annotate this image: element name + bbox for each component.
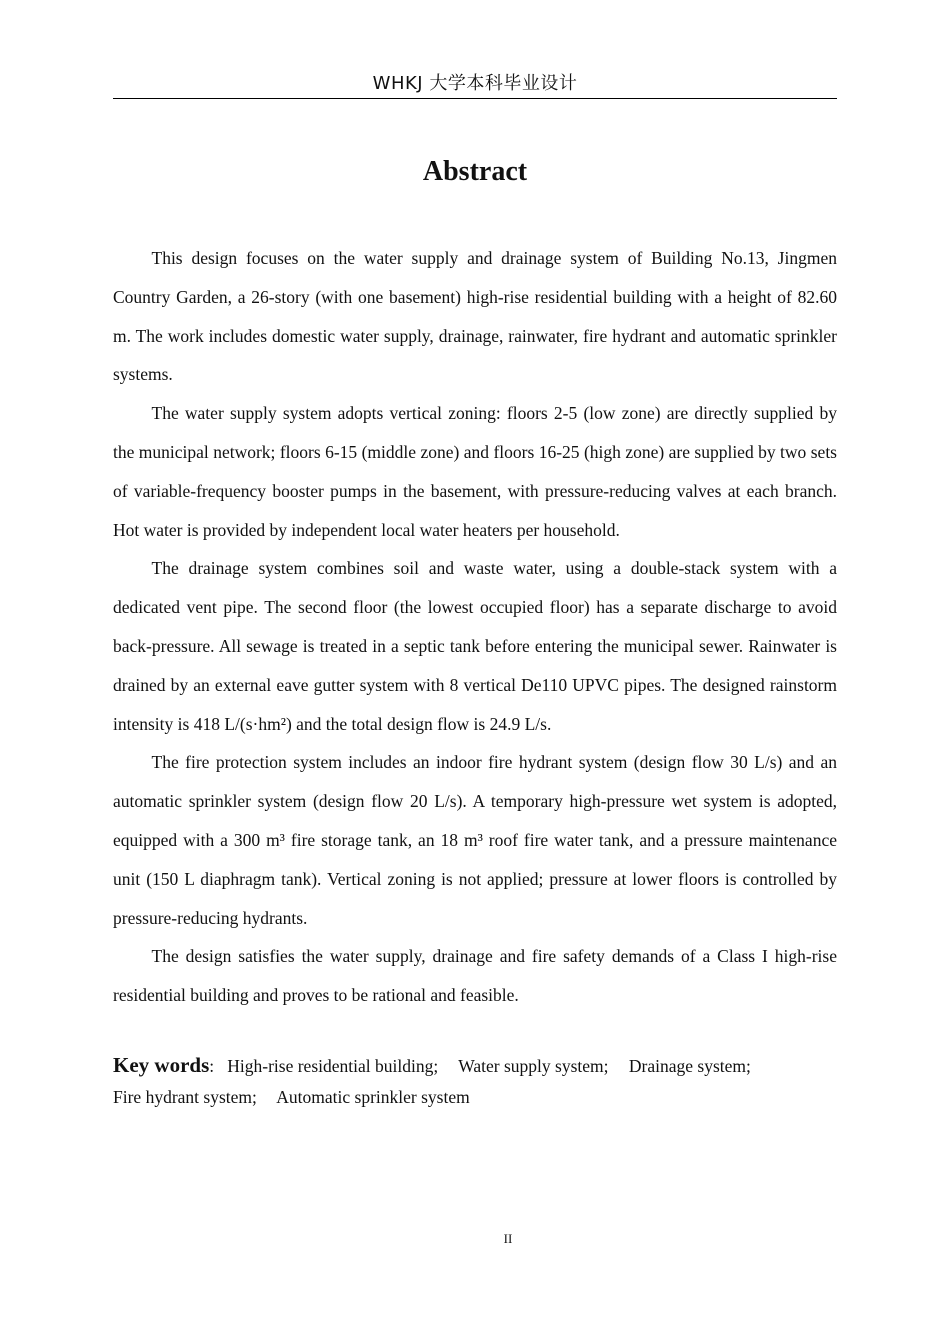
- header-rule: [113, 98, 837, 99]
- keyword-item: Fire hydrant system;: [113, 1087, 257, 1107]
- page-header: [113, 70, 837, 98]
- keyword-item: Drainage system;: [628, 1056, 751, 1076]
- abstract-paragraph-3: The drainage system combines soil and waste water, using a double-stack system with a dedicated vent pipe. The second floor (the lowest occupied floor) has a separate discharge to avoid back-pressure. All sewage is treated in a septic tank before entering the municipal sewer. Rainwater is drained by an external eave gutter system with 8 vertical De110 UPVC pipes. The designed rainstorm intensity is 418 L/(s·hm²) and the total design flow is 24.9 L/s.: [113, 558, 837, 734]
- page-title: Abstract: [422, 156, 528, 187]
- keywords-section: [113, 1050, 837, 1113]
- abstract-paragraph-2: The water supply system adopts vertical zoning: floors 2-5 (low zone) are directly supplied by the municipal network; floors 6-15 (middle zone) and floors 16-25 (high zone) are supplied by two sets of variable-frequency booster pumps in the basement, with pressure-reducing valves at each branch. Hot water is provided by independent local water heaters per household.: [113, 403, 837, 540]
- keywords-colon: :: [209, 1056, 215, 1076]
- abstract-body: [113, 239, 837, 1015]
- keyword-item: High-rise residential building;: [227, 1056, 439, 1076]
- keywords-label: Key words: [113, 1053, 210, 1077]
- abstract-paragraph-1: This design focuses on the water supply and drainage system of Building No.13, Jingmen Country Garden, a 26-story (with one basement) high-rise residential building with a height of 82.60 m. The work includes domestic water supply, drainage, rainwater, fire hydrant and automatic sprinkler systems.: [113, 248, 837, 385]
- keyword-item: Water supply system;: [458, 1056, 609, 1076]
- keyword-item: Automatic sprinkler system: [276, 1087, 470, 1107]
- abstract-paragraph-4: The fire protection system includes an indoor fire hydrant system (design flow 30 L/s) and an automatic sprinkler system (design flow 20 L/s). A temporary high-pressure wet system is adopted, equipped with a 300 m³ fire storage tank, an 18 m³ roof fire water tank, and a pressure maintenance unit (150 L diaphragm tank). Vertical zoning is not applied; pressure at lower floors is controlled by pressure-reducing hydrants.: [113, 752, 837, 928]
- abstract-paragraph-5: The design satisfies the water supply, drainage and fire safety demands of a Class I high-rise residential building and proves to be rational and feasible.: [113, 946, 837, 1006]
- page-number: II: [503, 1231, 513, 1246]
- header-text: WHKJ 大学本科毕业设计: [372, 73, 578, 94]
